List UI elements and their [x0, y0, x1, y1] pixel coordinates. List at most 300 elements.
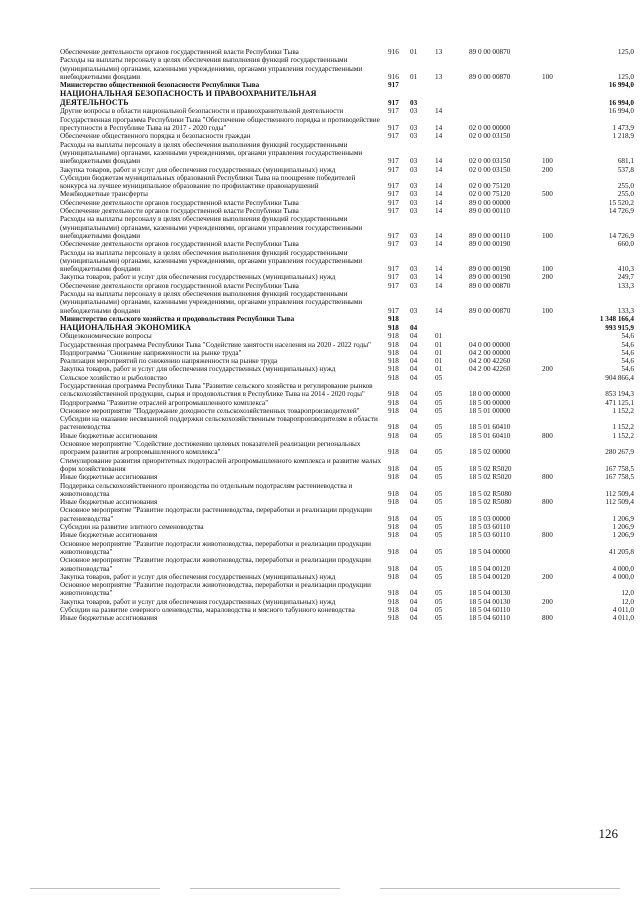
row-amount: 410,3 [617, 265, 634, 274]
row-expense-type [542, 399, 574, 407]
row-target-article: 04 2 00 42260 [469, 357, 511, 366]
row-section: 03 [410, 273, 418, 282]
row-name: Министерство общественной безопасности Республики Тыва [60, 81, 260, 90]
row-name: Государственная программа Республики Тыва "Содействие занятости населения на 2020 - 2022 годы" [60, 340, 371, 349]
row-subsection: 14 [435, 198, 443, 207]
row-amount: 4 000,0 [612, 572, 634, 581]
row-subsection: 01 [435, 357, 443, 366]
row-grbs: 917 [388, 165, 399, 174]
row-section: 03 [410, 132, 418, 141]
row-target-article: 04 2 00 00000 [469, 348, 511, 357]
row-subsection: 14 [435, 165, 443, 174]
row-expense-type [542, 606, 574, 614]
row-target-article: 18 5 04 00120 [469, 564, 511, 573]
row-name: Обеспечение деятельности органов государственной власти Республики Тыва [60, 48, 299, 56]
row-expense-type [542, 89, 574, 107]
row-subsection: 05 [435, 597, 443, 606]
row-grbs: 918 [388, 489, 399, 498]
row-name: Подпрограмма "Снижение напряженности на рынке труда" [60, 348, 242, 357]
row-section: 04 [410, 323, 418, 332]
row-amount: 1 348 166,4 [599, 314, 634, 323]
table-row [60, 315, 634, 323]
row-name: Закупка товаров, работ и услуг для обеспечения государственных (муниципальных) нужд [60, 597, 336, 606]
row-expense-type [542, 540, 574, 557]
row-section: 04 [410, 332, 418, 341]
row-section: 04 [410, 564, 418, 573]
row-target-article [469, 81, 542, 89]
row-expense-type: 200 [542, 273, 553, 282]
budget-table [60, 48, 634, 623]
row-amount: 12,0 [621, 589, 634, 598]
row-section: 04 [410, 514, 418, 523]
row-section: 03 [410, 124, 418, 133]
row-name: Иные бюджетные ассигнования [60, 531, 158, 540]
row-subsection: 05 [435, 498, 443, 507]
table-row [60, 498, 634, 506]
row-subsection [435, 323, 469, 332]
row-subsection: 14 [435, 157, 443, 166]
table-row [60, 89, 634, 107]
row-amount: 1 206,9 [612, 514, 634, 523]
row-target-article: 18 5 03 00000 [469, 514, 511, 523]
row-section: 04 [410, 597, 418, 606]
row-amount: 54,6 [621, 365, 634, 374]
row-section: 03 [410, 231, 418, 240]
row-section: 04 [410, 398, 418, 407]
row-target-article: 18 5 04 60110 [469, 606, 511, 614]
row-amount: 12,0 [621, 597, 634, 606]
row-expense-type [542, 415, 574, 432]
row-section: 04 [410, 406, 418, 415]
row-expense-type: 800 [542, 614, 553, 623]
row-subsection: 05 [435, 464, 443, 473]
row-grbs: 917 [388, 273, 399, 282]
row-expense-type [542, 199, 574, 207]
row-grbs: 917 [388, 124, 399, 133]
row-expense-type: 800 [542, 531, 553, 540]
row-name: Поддержка сельскохозяйственного производства по отдельным подотраслям растениеводства и животноводства [60, 481, 353, 498]
row-amount: 255,0 [617, 190, 634, 199]
row-name: Общеэкономические вопросы [60, 332, 152, 341]
row-grbs: 918 [388, 357, 399, 366]
row-name: Иные бюджетные ассигнования [60, 431, 158, 440]
row-grbs: 918 [388, 390, 399, 399]
row-subsection [435, 315, 469, 323]
row-name: Основное мероприятие "Поддержание доходности сельскохозяйственных товаропроизводителей" [60, 406, 360, 415]
table-row [60, 56, 634, 81]
row-subsection: 05 [435, 406, 443, 415]
row-amount: 1 152,2 [612, 431, 634, 440]
table-row [60, 341, 634, 349]
row-expense-type: 100 [542, 265, 553, 274]
row-target-article: 89 0 00 00190 [469, 273, 511, 282]
row-target-article: 02 0 00 03150 [469, 165, 511, 174]
row-target-article: 18 5 01 60410 [469, 431, 511, 440]
table-row [60, 440, 634, 457]
row-subsection: 05 [435, 390, 443, 399]
row-name: Основное мероприятие "Развитие подотрасли растениеводства, переработки и реализации продукции растениеводства" [60, 506, 372, 523]
row-grbs: 917 [388, 81, 399, 90]
row-grbs: 918 [388, 365, 399, 374]
row-subsection: 05 [435, 564, 443, 573]
row-section: 04 [410, 431, 418, 440]
row-grbs: 918 [388, 348, 399, 357]
row-target-article: 18 5 04 00130 [469, 589, 511, 598]
table-row [60, 540, 634, 557]
row-target-article: 18 5 03 60110 [469, 531, 511, 540]
row-expense-type: 500 [542, 190, 553, 199]
row-subsection: 14 [435, 231, 443, 240]
table-row [60, 407, 634, 415]
row-name: НАЦИОНАЛЬНАЯ ЭКОНОМИКА [60, 323, 191, 333]
row-target-article: 18 5 03 60110 [469, 523, 511, 532]
row-amount: 904 866,4 [605, 373, 634, 382]
row-amount: 14 726,9 [608, 231, 634, 240]
row-subsection: 05 [435, 489, 443, 498]
row-subsection: 14 [435, 281, 443, 290]
row-section: 04 [410, 340, 418, 349]
row-target-article [469, 89, 542, 107]
table-row [60, 374, 634, 382]
row-expense-type [542, 107, 574, 115]
row-name: Межбюджетные трансферты [60, 190, 148, 199]
row-section: 03 [410, 281, 418, 290]
row-expense-type: 200 [542, 365, 553, 374]
table-row [60, 365, 634, 373]
row-grbs: 918 [388, 423, 399, 432]
row-expense-type [542, 349, 574, 357]
row-amount: 54,6 [621, 332, 634, 341]
table-row [60, 240, 634, 248]
row-name: Государственная программа Республики Тыва "Развитие сельского хозяйства и регулирование рынков сельскохозяйственной продукции, сырья и продовольствия в Республике Тыва на 2014 - 2020 годы" [60, 381, 373, 399]
row-section: 03 [410, 198, 418, 207]
row-grbs: 918 [388, 498, 399, 507]
row-expense-type [542, 407, 574, 415]
row-name: Иные бюджетные ассигнования [60, 473, 158, 482]
table-row [60, 273, 634, 281]
row-target-article: 02 0 00 03150 [469, 132, 511, 141]
row-subsection: 05 [435, 431, 443, 440]
row-section: 04 [410, 547, 418, 556]
row-name: Обеспечение общественного порядка и безопасности граждан [60, 132, 251, 141]
row-target-article: 89 0 00 00110 [469, 231, 511, 240]
row-section: 03 [410, 240, 418, 249]
row-name: Расходы на выплаты персоналу в целях обеспечения выполнения функций государственными (муниципальными) органами, казенными учреждениями, органами управления государственными внебюджетными фондами [60, 215, 363, 240]
row-name: Основное мероприятие "Содействие достижению целевых показателей реализации региональных программ развития агропромышленного комплекса" [60, 440, 361, 457]
row-subsection: 01 [435, 348, 443, 357]
table-row [60, 249, 634, 274]
row-section: 04 [410, 572, 418, 581]
table-row [60, 432, 634, 440]
row-section: 03 [410, 306, 418, 315]
row-amount: 125,0 [617, 48, 634, 56]
row-grbs: 917 [388, 182, 399, 191]
table-row [60, 506, 634, 523]
table-row [60, 357, 634, 365]
row-subsection: 14 [435, 107, 443, 116]
row-grbs: 917 [388, 240, 399, 249]
row-grbs: 918 [388, 606, 399, 614]
table-row [60, 531, 634, 539]
row-expense-type [542, 382, 574, 399]
row-name: Обеспечение деятельности органов государственной власти Республики Тыва [60, 281, 299, 290]
row-section: 04 [410, 589, 418, 598]
row-expense-type [542, 556, 574, 573]
row-name: Субсидии на развитие элитного семеноводства [60, 523, 204, 532]
row-amount: 125,0 [617, 72, 634, 81]
row-grbs: 918 [388, 597, 399, 606]
row-amount: 1 152,2 [612, 423, 634, 432]
table-row [60, 473, 634, 481]
row-amount: 993 915,9 [605, 323, 634, 332]
row-name: Обеспечение деятельности органов государственной власти Республики Тыва [60, 240, 299, 249]
row-target-article: 04 0 00 00000 [469, 340, 511, 349]
row-amount: 133,3 [617, 306, 634, 315]
row-grbs: 918 [388, 323, 399, 332]
table-row [60, 174, 634, 191]
row-grbs: 918 [388, 431, 399, 440]
row-name: Расходы на выплаты персоналу в целях обеспечения выполнения функций государственными (муниципальными) органами, казенными учреждениями, органами управления государственными внебюджетными фондами [60, 290, 363, 315]
row-grbs: 918 [388, 547, 399, 556]
row-grbs: 918 [388, 314, 399, 323]
row-section: 04 [410, 473, 418, 482]
row-expense-type [542, 132, 574, 140]
row-amount: 4 000,0 [612, 564, 634, 573]
row-grbs: 918 [388, 406, 399, 415]
table-row [60, 598, 634, 606]
row-grbs: 918 [388, 572, 399, 581]
table-row [60, 382, 634, 399]
row-name: Основное мероприятие "Развитие подотрасли животноводства, переработки и реализации продукции животноводства" [60, 539, 371, 556]
row-name: Иные бюджетные ассигнования [60, 498, 158, 507]
row-grbs: 917 [388, 107, 399, 116]
table-row [60, 166, 634, 174]
row-section: 03 [410, 107, 418, 116]
row-amount: 16 994,0 [608, 99, 634, 108]
row-target-article: 18 5 01 60410 [469, 423, 511, 432]
row-subsection: 05 [435, 614, 443, 623]
row-section: 04 [410, 423, 418, 432]
row-expense-type [542, 482, 574, 499]
row-subsection: 05 [435, 448, 443, 457]
row-target-article [469, 374, 542, 382]
row-expense-type: 800 [542, 473, 553, 482]
row-amount: 16 994,0 [608, 107, 634, 116]
row-expense-type: 800 [542, 431, 553, 440]
row-grbs: 917 [388, 265, 399, 274]
row-subsection [435, 81, 469, 89]
row-target-article [469, 315, 542, 323]
row-grbs: 918 [388, 614, 399, 623]
row-name: Основное мероприятие "Развитие подотрасли животноводства, переработки и реализации продукции животноводства" [60, 581, 371, 598]
row-subsection: 14 [435, 265, 443, 274]
row-section: 03 [410, 99, 418, 108]
row-section: 03 [410, 265, 418, 274]
row-expense-type: 200 [542, 165, 553, 174]
row-subsection: 05 [435, 531, 443, 540]
row-expense-type [542, 440, 574, 457]
row-name: НАЦИОНАЛЬНАЯ БЕЗОПАСНОСТЬ И ПРАВООХРАНИТЕЛЬНАЯ ДЕЯТЕЛЬНОСТЬ [60, 89, 317, 108]
row-expense-type [542, 48, 574, 56]
row-grbs: 918 [388, 473, 399, 482]
row-target-article: 89 0 00 00000 [469, 198, 511, 207]
row-expense-type [542, 240, 574, 248]
footer-divider [30, 888, 160, 889]
row-target-article: 89 0 00 00110 [469, 207, 511, 216]
row-subsection: 05 [435, 514, 443, 523]
row-subsection: 05 [435, 398, 443, 407]
row-section: 01 [410, 72, 418, 81]
row-grbs: 918 [388, 531, 399, 540]
row-subsection: 05 [435, 589, 443, 598]
row-grbs: 917 [388, 190, 399, 199]
row-section: 04 [410, 373, 418, 382]
row-amount: 112 509,4 [605, 489, 634, 498]
row-section: 01 [410, 48, 418, 56]
row-name: Субсидии бюджетам муниципальных образований Республики Тыва на поощрение победителей конкурса на лучшее муниципальное образование по профилактике правонарушений [60, 173, 356, 191]
table-row [60, 457, 634, 474]
row-subsection: 14 [435, 273, 443, 282]
row-amount: 112 509,4 [605, 498, 634, 507]
table-row [60, 132, 634, 140]
row-grbs: 917 [388, 132, 399, 141]
row-name: Реализация мероприятий по снижению напряженности на рынке труда [60, 357, 278, 366]
row-name: Обеспечение деятельности органов государственной власти Республики Тыва [60, 198, 299, 207]
row-subsection: 14 [435, 132, 443, 141]
row-amount: 471 125,1 [605, 398, 634, 407]
row-target-article: 18 5 04 00000 [469, 547, 511, 556]
row-subsection: 14 [435, 124, 443, 133]
row-amount: 1 152,2 [612, 406, 634, 415]
row-amount: 280 267,9 [605, 448, 634, 457]
row-amount: 14 726,9 [608, 207, 634, 216]
row-expense-type: 100 [542, 231, 553, 240]
table-row [60, 349, 634, 357]
table-row [60, 614, 634, 622]
row-target-article: 04 2 00 42260 [469, 365, 511, 374]
row-grbs: 918 [388, 340, 399, 349]
row-subsection [435, 89, 469, 107]
row-name: Стимулирование развития приоритетных подотраслей агропромышленного комплекса и развитие малых форм хозяйствования [60, 456, 382, 473]
row-amount: 54,6 [621, 357, 634, 366]
row-expense-type: 200 [542, 597, 553, 606]
row-amount: 4 011,0 [612, 614, 634, 623]
row-section: 04 [410, 523, 418, 532]
table-row [60, 399, 634, 407]
footer-divider [190, 888, 340, 889]
table-row [60, 48, 634, 56]
row-expense-type [542, 506, 574, 523]
row-expense-type [542, 81, 574, 89]
page-number: 126 [598, 826, 618, 841]
row-grbs: 917 [388, 281, 399, 290]
row-subsection: 14 [435, 182, 443, 191]
row-section: 04 [410, 348, 418, 357]
row-grbs: 918 [388, 398, 399, 407]
row-target-article: 18 5 02 R5020 [469, 464, 512, 473]
table-row [60, 415, 634, 432]
table-row [60, 141, 634, 166]
table-body [60, 48, 634, 623]
row-name: Закупка товаров, работ и услуг для обеспечения государственных (муниципальных) нужд [60, 273, 336, 282]
row-expense-type: 800 [542, 498, 553, 507]
row-amount: 1 206,9 [612, 531, 634, 540]
row-name: Закупка товаров, работ и услуг для обеспечения государственных (муниципальных) нужд [60, 165, 336, 174]
row-expense-type [542, 523, 574, 531]
row-amount: 167 758,5 [605, 464, 634, 473]
row-expense-type [542, 581, 574, 598]
footer-divider [380, 888, 620, 889]
row-target-article: 18 5 04 60110 [469, 614, 511, 623]
row-grbs: 918 [388, 514, 399, 523]
row-subsection: 14 [435, 207, 443, 216]
row-grbs: 917 [388, 99, 399, 108]
row-section: 03 [410, 182, 418, 191]
row-expense-type [542, 374, 574, 382]
row-expense-type: 100 [542, 157, 553, 166]
row-target-article: 89 0 00 00870 [469, 48, 511, 56]
row-expense-type: 100 [542, 72, 553, 81]
row-section: 04 [410, 606, 418, 614]
row-amount: 537,8 [617, 165, 634, 174]
row-amount: 1 473,9 [612, 124, 634, 133]
row-expense-type: 200 [542, 572, 553, 581]
row-grbs: 918 [388, 464, 399, 473]
row-subsection: 14 [435, 306, 443, 315]
row-target-article [469, 107, 542, 115]
row-target-article: 18 5 02 R5080 [469, 489, 512, 498]
row-expense-type [542, 457, 574, 474]
row-name: Расходы на выплаты персоналу в целях обеспечения выполнения функций государственными (муниципальными) органами, казенными учреждениями, органами управления государственными внебюджетными фондами [60, 56, 363, 81]
table-row [60, 523, 634, 531]
row-section: 03 [410, 165, 418, 174]
table-row [60, 573, 634, 581]
row-section: 04 [410, 498, 418, 507]
row-expense-type [542, 315, 574, 323]
row-name: Другие вопросы в области национальной безопасности и правоохранительной деятельности [60, 107, 344, 116]
table-row [60, 107, 634, 115]
row-section: 04 [410, 531, 418, 540]
row-amount: 54,6 [621, 348, 634, 357]
row-name: Расходы на выплаты персоналу в целях обеспечения выполнения функций государственными (муниципальными) органами, казенными учреждениями, органами управления государственными внебюджетными фондами [60, 140, 363, 166]
row-expense-type [542, 174, 574, 191]
table-row [60, 556, 634, 573]
table-row [60, 116, 634, 133]
row-subsection: 05 [435, 473, 443, 482]
row-grbs: 918 [388, 448, 399, 457]
row-amount: 41 205,8 [608, 547, 634, 556]
row-expense-type [542, 282, 574, 290]
row-name: Сельское хозяйство и рыболовство [60, 373, 167, 382]
row-expense-type [542, 357, 574, 365]
row-name: Основное мероприятие "Развитие подотрасли животноводства, переработки и реализации продукции животноводства" [60, 556, 371, 573]
row-name: Подпрограмма "Развитие отраслей агропромышленного комплекса" [60, 398, 269, 407]
row-amount: 249,7 [617, 273, 634, 282]
table-row [60, 332, 634, 340]
table-row [60, 81, 634, 89]
row-name: Иные бюджетные ассигнования [60, 614, 158, 623]
row-amount: 681,1 [617, 157, 634, 166]
row-target-article: 02 0 00 75120 [469, 190, 511, 199]
row-target-article: 18 5 04 00130 [469, 597, 511, 606]
row-expense-type [542, 341, 574, 349]
row-expense-type: 100 [542, 306, 553, 315]
row-expense-type [542, 116, 574, 133]
row-amount: 1 206,9 [612, 523, 634, 532]
row-section: 04 [410, 390, 418, 399]
row-target-article: 18 5 02 00000 [469, 448, 511, 457]
row-target-article: 02 0 00 00000 [469, 124, 511, 133]
